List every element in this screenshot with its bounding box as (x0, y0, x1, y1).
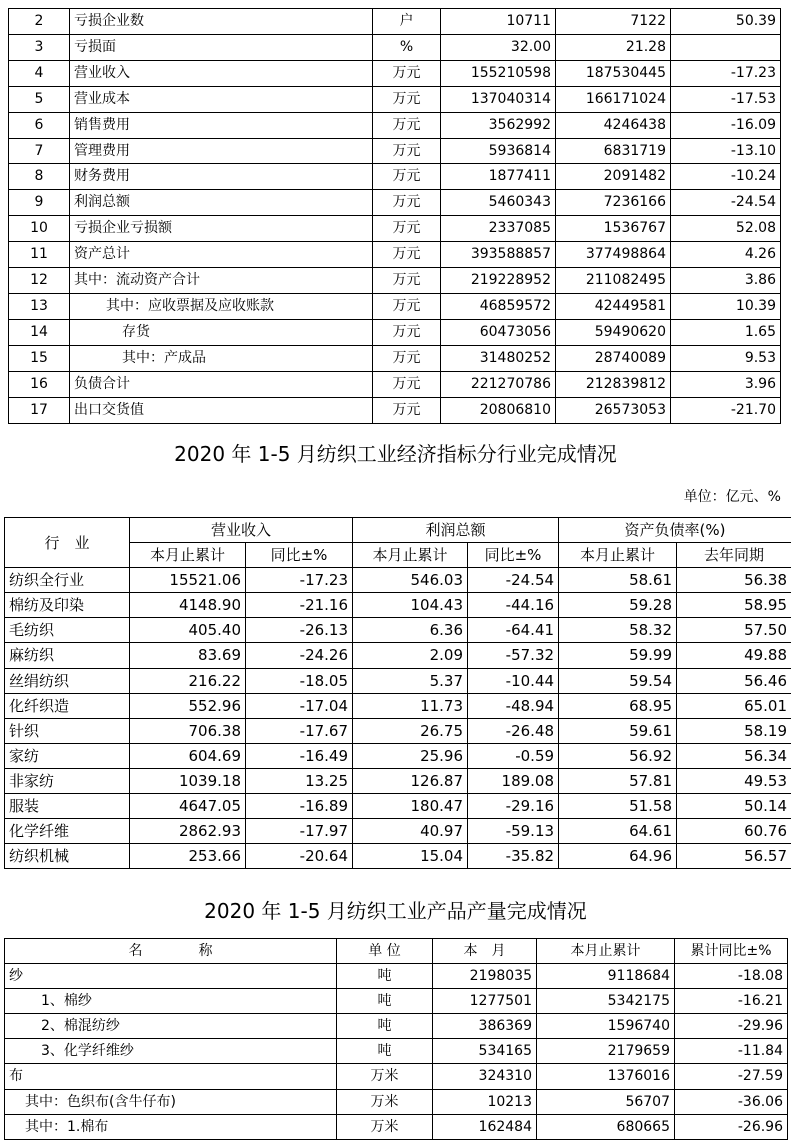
indicator-unit: 万元 (373, 268, 441, 294)
revenue-cum: 604.69 (130, 743, 246, 768)
row-number: 4 (9, 60, 70, 86)
table-row (5, 819, 791, 844)
indicator-table-body (9, 9, 781, 424)
debt-ratio-last: 56.57 (677, 844, 791, 869)
cum-yoy: -26.96 (675, 1114, 788, 1139)
table-row (5, 844, 791, 869)
table-row (9, 138, 781, 164)
debt-ratio-last: 57.50 (677, 618, 791, 643)
indicator-unit: 万元 (373, 371, 441, 397)
current-value: 5936814 (441, 138, 556, 164)
month-output: 324310 (433, 1064, 537, 1089)
cum-output: 1596740 (537, 1014, 675, 1039)
cum-yoy: -16.21 (675, 989, 788, 1014)
debt-ratio: 59.54 (559, 668, 677, 693)
change-percent: 3.96 (671, 371, 781, 397)
table-row (5, 1014, 788, 1039)
indicator-unit: 万元 (373, 397, 441, 423)
industry-table-body (5, 568, 791, 869)
current-value: 32.00 (441, 34, 556, 60)
table-row (9, 371, 781, 397)
row-number: 6 (9, 112, 70, 138)
output-table-body (5, 964, 788, 1140)
row-number: 16 (9, 371, 70, 397)
change-percent: -13.10 (671, 138, 781, 164)
debt-ratio-last: 56.46 (677, 668, 791, 693)
indicator-name: 财务费用 (70, 164, 373, 190)
cum-yoy: -36.06 (675, 1089, 788, 1114)
table-row (9, 34, 781, 60)
table-row (5, 1064, 788, 1089)
current-value: 137040314 (441, 86, 556, 112)
table-row (5, 989, 788, 1014)
debt-ratio-last: 56.34 (677, 743, 791, 768)
row-number: 12 (9, 268, 70, 294)
profit-yoy: -57.32 (468, 643, 559, 668)
profit-cum: 126.87 (353, 768, 468, 793)
debt-ratio-last: 50.14 (677, 794, 791, 819)
profit-yoy: 189.08 (468, 768, 559, 793)
table-row (5, 718, 791, 743)
revenue-yoy: -17.04 (246, 693, 353, 718)
industry-name: 化纤织造 (5, 693, 130, 718)
current-value: 31480252 (441, 345, 556, 371)
current-value: 221270786 (441, 371, 556, 397)
profit-yoy: -29.16 (468, 794, 559, 819)
profit-cum: 5.37 (353, 668, 468, 693)
table-row (9, 397, 781, 423)
industry-name: 毛纺织 (5, 618, 130, 643)
revenue-yoy: -18.05 (246, 668, 353, 693)
table-row (5, 964, 788, 989)
indicator-unit: 万元 (373, 86, 441, 112)
current-value: 393588857 (441, 242, 556, 268)
row-number: 3 (9, 34, 70, 60)
row-number: 7 (9, 138, 70, 164)
output-header-yoy: 累计同比±% (675, 939, 788, 964)
revenue-cum-header: 本月止累计 (130, 543, 246, 568)
cum-output: 56707 (537, 1089, 675, 1114)
product-name: 其中：色织布(含牛仔布) (5, 1089, 337, 1114)
product-name: 布 (5, 1064, 337, 1089)
product-name: 3、化学纤维纱 (5, 1039, 337, 1064)
indicator-name: 资产总计 (70, 242, 373, 268)
industry-header-name: 行 业 (5, 518, 130, 568)
debt-ratio-last: 65.01 (677, 693, 791, 718)
table-row (5, 668, 791, 693)
debt-ratio-last: 49.88 (677, 643, 791, 668)
table-row (5, 743, 791, 768)
revenue-cum: 405.40 (130, 618, 246, 643)
change-percent: -17.53 (671, 86, 781, 112)
debt-ratio: 59.61 (559, 718, 677, 743)
change-percent: -21.70 (671, 397, 781, 423)
cum-yoy: -27.59 (675, 1064, 788, 1089)
profit-yoy: -26.48 (468, 718, 559, 743)
revenue-cum: 15521.06 (130, 568, 246, 593)
revenue-cum: 216.22 (130, 668, 246, 693)
revenue-yoy: -16.49 (246, 743, 353, 768)
indicator-name: 其中：产成品 (70, 345, 373, 371)
table-row (5, 693, 791, 718)
profit-header: 利润总额 (353, 518, 559, 543)
debt-ratio-header: 资产负债率(%) (559, 518, 791, 543)
indicator-unit: 万元 (373, 345, 441, 371)
profit-yoy: -44.16 (468, 593, 559, 618)
product-unit: 吨 (337, 989, 433, 1014)
revenue-cum: 4647.05 (130, 794, 246, 819)
cum-output: 5342175 (537, 989, 675, 1014)
indicator-unit: 万元 (373, 138, 441, 164)
indicator-unit: 万元 (373, 216, 441, 242)
industry-name: 化学纤维 (5, 819, 130, 844)
revenue-cum: 552.96 (130, 693, 246, 718)
previous-value: 28740089 (556, 345, 671, 371)
industry-table-unit: 单位：亿元、% (683, 489, 781, 505)
debt-ratio: 59.99 (559, 643, 677, 668)
profit-cum: 26.75 (353, 718, 468, 743)
previous-value: 6831719 (556, 138, 671, 164)
profit-cum: 15.04 (353, 844, 468, 869)
indicator-name: 亏损面 (70, 34, 373, 60)
profit-yoy-header: 同比±% (468, 543, 559, 568)
profit-cum: 2.09 (353, 643, 468, 668)
industry-name: 纺织全行业 (5, 568, 130, 593)
table-row (5, 618, 791, 643)
profit-cum: 180.47 (353, 794, 468, 819)
indicator-table (8, 8, 781, 424)
cum-output: 680665 (537, 1114, 675, 1139)
industry-name: 针织 (5, 718, 130, 743)
indicator-name: 存货 (70, 319, 373, 345)
indicator-unit: 万元 (373, 293, 441, 319)
debt-ratio: 57.81 (559, 768, 677, 793)
revenue-cum: 1039.18 (130, 768, 246, 793)
previous-value: 377498864 (556, 242, 671, 268)
current-value: 3562992 (441, 112, 556, 138)
profit-yoy: -48.94 (468, 693, 559, 718)
table-row (9, 9, 781, 35)
table-row (9, 242, 781, 268)
revenue-yoy: -26.13 (246, 618, 353, 643)
product-name: 2、棉混纺纱 (5, 1014, 337, 1039)
change-percent: -16.09 (671, 112, 781, 138)
table-row (9, 60, 781, 86)
product-name: 纱 (5, 964, 337, 989)
previous-value: 2091482 (556, 164, 671, 190)
profit-cum: 546.03 (353, 568, 468, 593)
table-row (5, 1039, 788, 1064)
product-unit: 万米 (337, 1064, 433, 1089)
industry-name: 纺织机械 (5, 844, 130, 869)
product-unit: 吨 (337, 1039, 433, 1064)
table-row (5, 643, 791, 668)
revenue-header: 营业收入 (130, 518, 353, 543)
revenue-cum: 2862.93 (130, 819, 246, 844)
previous-value: 211082495 (556, 268, 671, 294)
debt-ratio-last: 49.53 (677, 768, 791, 793)
indicator-unit: 户 (373, 9, 441, 35)
indicator-name: 亏损企业数 (70, 9, 373, 35)
indicator-unit: 万元 (373, 112, 441, 138)
previous-value: 59490620 (556, 319, 671, 345)
previous-value: 1536767 (556, 216, 671, 242)
revenue-cum: 253.66 (130, 844, 246, 869)
indicator-unit: 万元 (373, 319, 441, 345)
debt-last-header: 去年同期 (677, 543, 791, 568)
cum-output: 2179659 (537, 1039, 675, 1064)
cum-yoy: -29.96 (675, 1014, 788, 1039)
output-table (4, 938, 788, 1140)
revenue-cum: 706.38 (130, 718, 246, 743)
table-row (9, 112, 781, 138)
row-number: 15 (9, 345, 70, 371)
output-header-month: 本 月 (433, 939, 537, 964)
current-value: 46859572 (441, 293, 556, 319)
revenue-yoy: -24.26 (246, 643, 353, 668)
product-unit: 万米 (337, 1114, 433, 1139)
indicator-unit: 万元 (373, 164, 441, 190)
industry-table-header (5, 518, 791, 568)
output-header-unit: 单 位 (337, 939, 433, 964)
change-percent: 9.53 (671, 345, 781, 371)
indicator-unit: 万元 (373, 242, 441, 268)
month-output: 386369 (433, 1014, 537, 1039)
table-row (9, 190, 781, 216)
month-output: 1277501 (433, 989, 537, 1014)
change-percent: 3.86 (671, 268, 781, 294)
cum-output: 9118684 (537, 964, 675, 989)
row-number: 9 (9, 190, 70, 216)
product-unit: 吨 (337, 964, 433, 989)
profit-cum: 6.36 (353, 618, 468, 643)
debt-ratio: 64.61 (559, 819, 677, 844)
row-number: 8 (9, 164, 70, 190)
industry-name: 丝绢纺织 (5, 668, 130, 693)
revenue-yoy: -20.64 (246, 844, 353, 869)
previous-value: 21.28 (556, 34, 671, 60)
table-row (9, 293, 781, 319)
current-value: 60473056 (441, 319, 556, 345)
row-number: 10 (9, 216, 70, 242)
table-row (9, 345, 781, 371)
previous-value: 187530445 (556, 60, 671, 86)
debt-ratio-last: 60.76 (677, 819, 791, 844)
change-percent (671, 34, 781, 60)
change-percent: -24.54 (671, 190, 781, 216)
table-row (9, 164, 781, 190)
current-value: 5460343 (441, 190, 556, 216)
previous-value: 26573053 (556, 397, 671, 423)
revenue-cum: 4148.90 (130, 593, 246, 618)
profit-yoy: -0.59 (468, 743, 559, 768)
revenue-yoy: -21.16 (246, 593, 353, 618)
table-row (5, 593, 791, 618)
profit-cum: 11.73 (353, 693, 468, 718)
product-name: 1、棉纱 (5, 989, 337, 1014)
previous-value: 7122 (556, 9, 671, 35)
table-row (5, 794, 791, 819)
current-value: 219228952 (441, 268, 556, 294)
profit-yoy: -24.54 (468, 568, 559, 593)
revenue-yoy: -17.97 (246, 819, 353, 844)
industry-name: 麻纺织 (5, 643, 130, 668)
current-value: 155210598 (441, 60, 556, 86)
revenue-yoy-header: 同比±% (246, 543, 353, 568)
debt-ratio: 59.28 (559, 593, 677, 618)
change-percent: 50.39 (671, 9, 781, 35)
current-value: 10711 (441, 9, 556, 35)
row-number: 11 (9, 242, 70, 268)
profit-yoy: -35.82 (468, 844, 559, 869)
row-number: 13 (9, 293, 70, 319)
output-table-title: 2020 年 1-5 月纺织工业产品产量完成情况 (204, 899, 587, 923)
change-percent: 1.65 (671, 319, 781, 345)
profit-yoy: -59.13 (468, 819, 559, 844)
debt-ratio: 51.58 (559, 794, 677, 819)
output-table-header (5, 939, 788, 964)
month-output: 162484 (433, 1114, 537, 1139)
previous-value: 212839812 (556, 371, 671, 397)
output-header-cum: 本月止累计 (537, 939, 675, 964)
table-row (5, 568, 791, 593)
product-unit: 万米 (337, 1089, 433, 1114)
table-row (5, 1089, 788, 1114)
previous-value: 42449581 (556, 293, 671, 319)
profit-cum: 104.43 (353, 593, 468, 618)
revenue-cum: 83.69 (130, 643, 246, 668)
debt-ratio: 58.61 (559, 568, 677, 593)
indicator-name: 负债合计 (70, 371, 373, 397)
debt-ratio: 68.95 (559, 693, 677, 718)
current-value: 2337085 (441, 216, 556, 242)
debt-ratio-last: 58.19 (677, 718, 791, 743)
industry-name: 家纺 (5, 743, 130, 768)
revenue-yoy: -16.89 (246, 794, 353, 819)
row-number: 14 (9, 319, 70, 345)
current-value: 20806810 (441, 397, 556, 423)
debt-ratio: 64.96 (559, 844, 677, 869)
indicator-name: 其中：流动资产合计 (70, 268, 373, 294)
table-row (5, 768, 791, 793)
debt-ratio-last: 56.38 (677, 568, 791, 593)
product-unit: 吨 (337, 1014, 433, 1039)
debt-cum-header: 本月止累计 (559, 543, 677, 568)
table-row (9, 319, 781, 345)
industry-table-title: 2020 年 1-5 月纺织工业经济指标分行业完成情况 (174, 442, 617, 466)
table-row (9, 216, 781, 242)
debt-ratio: 56.92 (559, 743, 677, 768)
previous-value: 7236166 (556, 190, 671, 216)
industry-name: 非家纺 (5, 768, 130, 793)
month-output: 534165 (433, 1039, 537, 1064)
cum-output: 1376016 (537, 1064, 675, 1089)
cum-yoy: -11.84 (675, 1039, 788, 1064)
change-percent: -17.23 (671, 60, 781, 86)
revenue-yoy: -17.23 (246, 568, 353, 593)
indicator-name: 其中：应收票据及应收账款 (70, 293, 373, 319)
indicator-unit: % (373, 34, 441, 60)
row-number: 5 (9, 86, 70, 112)
current-value: 1877411 (441, 164, 556, 190)
revenue-yoy: -17.67 (246, 718, 353, 743)
profit-cum-header: 本月止累计 (353, 543, 468, 568)
row-number: 17 (9, 397, 70, 423)
indicator-name: 利润总额 (70, 190, 373, 216)
change-percent: 4.26 (671, 242, 781, 268)
row-number: 2 (9, 9, 70, 35)
output-header-name: 名 称 (5, 939, 337, 964)
indicator-name: 营业收入 (70, 60, 373, 86)
profit-cum: 25.96 (353, 743, 468, 768)
change-percent: 10.39 (671, 293, 781, 319)
table-row (5, 1114, 788, 1139)
previous-value: 4246438 (556, 112, 671, 138)
industry-table (4, 517, 791, 869)
debt-ratio: 58.32 (559, 618, 677, 643)
indicator-name: 销售费用 (70, 112, 373, 138)
cum-yoy: -18.08 (675, 964, 788, 989)
previous-value: 166171024 (556, 86, 671, 112)
indicator-unit: 万元 (373, 60, 441, 86)
industry-name: 棉纺及印染 (5, 593, 130, 618)
indicator-unit: 万元 (373, 190, 441, 216)
revenue-yoy: 13.25 (246, 768, 353, 793)
indicator-name: 亏损企业亏损额 (70, 216, 373, 242)
change-percent: 52.08 (671, 216, 781, 242)
debt-ratio-last: 58.95 (677, 593, 791, 618)
month-output: 2198035 (433, 964, 537, 989)
profit-yoy: -64.41 (468, 618, 559, 643)
change-percent: -10.24 (671, 164, 781, 190)
table-row (9, 86, 781, 112)
table-row (9, 268, 781, 294)
indicator-name: 出口交货值 (70, 397, 373, 423)
indicator-name: 管理费用 (70, 138, 373, 164)
indicator-name: 营业成本 (70, 86, 373, 112)
profit-cum: 40.97 (353, 819, 468, 844)
profit-yoy: -10.44 (468, 668, 559, 693)
month-output: 10213 (433, 1089, 537, 1114)
industry-name: 服装 (5, 794, 130, 819)
product-name: 其中：1.棉布 (5, 1114, 337, 1139)
